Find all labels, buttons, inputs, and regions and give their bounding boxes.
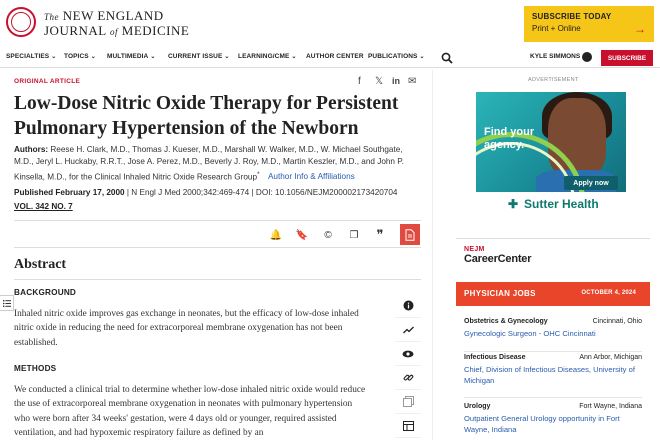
authors-label: Authors: (14, 145, 49, 154)
table-icon[interactable] (395, 414, 421, 438)
nav-item-specialties[interactable]: SPECIALTIES ⌄ (6, 53, 57, 60)
list-item[interactable] (464, 354, 642, 398)
outline-toggle[interactable] (0, 295, 14, 311)
bookmark-icon[interactable]: 🔖 (295, 229, 309, 241)
section-heading-background: BACKGROUND (14, 288, 77, 297)
bell-alert-icon[interactable]: 🔔 (269, 229, 283, 241)
ad-apply-button[interactable]: Apply now (564, 176, 618, 190)
promo-subtitle: Print + Online (532, 24, 581, 33)
nejm-seal-logo[interactable] (6, 7, 36, 37)
info-icon[interactable] (395, 294, 421, 318)
citation: N Engl J Med 2000;342:469-474 (131, 188, 250, 197)
copyright-permissions-icon[interactable]: © (324, 229, 332, 241)
authors-list: Reese H. Clark, M.D., Thomas J. Kueser, M.D., Marshall W. Walker, M.D., W. Michael Southgate, M.D., Jeryl L. Huckaby, R.R.T., Jose A. Perez, M.D., Beverly J. Roy, M.D., Martin Keszler, M.D., and John P. Kinsella, M.D., for the Clinical Inhaled Nitric Oxide Research Group (14, 145, 404, 182)
metrics-trend-icon[interactable] (395, 318, 421, 342)
list-item[interactable] (464, 403, 642, 439)
section-text-background: Inhaled nitric oxide improves gas exchange in neonates, but the efficacy of low-dose inhaled nitric oxide in reducing the need for extracorporeal membrane oxygenation has not been established. (14, 309, 359, 348)
ad-logo-text: Sutter Health (524, 197, 599, 211)
list-icon (3, 300, 11, 307)
subscribe-promo-banner[interactable] (524, 6, 654, 42)
doi[interactable]: DOI: 10.1056/NEJM200002173420704 (255, 188, 398, 197)
authors-block (14, 144, 424, 184)
volume-link[interactable]: VOL. 342 NO. 7 (14, 202, 73, 211)
nav-item-learning-cme[interactable]: LEARNING/CME ⌄ (238, 53, 297, 60)
user-account-icon[interactable] (582, 52, 592, 62)
physician-jobs-bar (456, 282, 650, 306)
publication-info: Published February 17, 2000 | N Engl J Med 2000;342:469-474 | DOI: 10.1056/NEJM200002173420704 (14, 188, 398, 197)
figures-icon[interactable] (395, 390, 421, 414)
view-eye-icon[interactable] (395, 342, 421, 366)
nav-item-current-issue[interactable]: CURRENT ISSUE ⌄ (168, 53, 230, 60)
job-title-link[interactable]: Outpatient General Urology opportunity in Fort Wayne, Indiana (464, 414, 620, 434)
chevron-down-icon: ⌄ (224, 54, 230, 60)
jobs-date: OCTOBER 4, 2024 (581, 290, 636, 296)
article-type-label: ORIGINAL ARTICLE (14, 78, 81, 85)
authors-footnote: * (257, 170, 260, 178)
site-header (0, 0, 660, 46)
jobs-label: PHYSICIAN JOBS (464, 289, 536, 298)
nav-item-author-center[interactable]: AUTHOR CENTER (306, 53, 364, 60)
chevron-down-icon: ⌄ (90, 54, 96, 60)
nejm-wordmark[interactable]: The NEW ENGLAND JOURNAL of MEDICINE (44, 8, 190, 38)
quote-icon[interactable]: ❞ (376, 227, 384, 242)
email-icon[interactable]: ✉ (408, 76, 417, 87)
ad-photo (476, 92, 626, 192)
chevron-down-icon: ⌄ (419, 54, 425, 60)
link-icon[interactable] (395, 366, 421, 390)
article-toolbar (14, 220, 421, 248)
pdf-icon (405, 229, 415, 241)
chevron-down-icon: ⌄ (291, 54, 297, 60)
job-location: Ann Arbor, Michigan (579, 354, 642, 361)
user-name[interactable]: KYLE SIMMONS (530, 53, 581, 60)
copy-cite-icon[interactable]: ❐ (349, 229, 359, 241)
job-title-link[interactable]: Chief, Division of Infectious Diseases, University of Michigan (464, 365, 635, 385)
chevron-down-icon: ⌄ (51, 54, 57, 60)
column-divider (432, 70, 433, 440)
subscribe-button[interactable]: SUBSCRIBE (601, 50, 653, 66)
job-title-link[interactable]: Gynecologic Surgeon - OHC Cincinnati (464, 329, 596, 338)
facebook-icon[interactable]: f (358, 76, 361, 87)
nav-item-topics[interactable]: TOPICS ⌄ (64, 53, 96, 60)
nav-item-publications[interactable]: PUBLICATIONS ⌄ (368, 53, 425, 60)
job-location: Fort Wayne, Indiana (579, 403, 642, 410)
search-icon[interactable] (441, 52, 453, 64)
section-text-methods: We conducted a clinical trial to determine whether low-dose inhaled nitric oxide would reduce the use of extracorporeal membrane oxygenation in neonates with pulmonary hypertension who were born after 34 weeks' gestation, were 4 days old or younger, required assisted ventilation, and had hypoxemic respiratory failure as defined by an (14, 385, 366, 438)
chevron-down-icon: ⌄ (150, 54, 156, 60)
job-specialty: Urology (464, 403, 491, 410)
article-title: Low-Dose Nitric Oxide Therapy for Persistent Pulmonary Hypertension of the Newborn (14, 93, 399, 139)
sutter-health-logo-icon: ✚ (508, 197, 519, 211)
promo-title: SUBSCRIBE TODAY (532, 12, 612, 21)
advertisement-label: ADVERTISEMENT (528, 77, 579, 83)
sutter-health-ad[interactable] (476, 92, 626, 222)
linkedin-icon[interactable]: in (392, 76, 400, 86)
ad-headline: Find your agency. (484, 126, 535, 151)
job-location: Cincinnati, Ohio (592, 318, 642, 325)
section-heading-methods: METHODS (14, 364, 57, 373)
job-specialty: Infectious Disease (464, 354, 526, 361)
main-nav (0, 48, 660, 68)
nav-item-multimedia[interactable]: MULTIMEDIA ⌄ (107, 53, 156, 60)
x-twitter-icon[interactable]: 𝕏 (375, 76, 384, 87)
list-item[interactable] (464, 318, 642, 352)
abstract-heading: Abstract (14, 257, 67, 272)
career-center-logo[interactable]: NEJM CareerCenter (464, 246, 532, 265)
published-date: Published February 17, 2000 (14, 188, 125, 197)
job-specialty: Obstetrics & Gynecology (464, 318, 548, 325)
pdf-download-button[interactable] (400, 224, 420, 245)
author-info-link[interactable]: Author Info & Affiliations (267, 172, 355, 182)
abstract-divider (14, 279, 421, 280)
arrow-right-icon: → (634, 22, 646, 36)
